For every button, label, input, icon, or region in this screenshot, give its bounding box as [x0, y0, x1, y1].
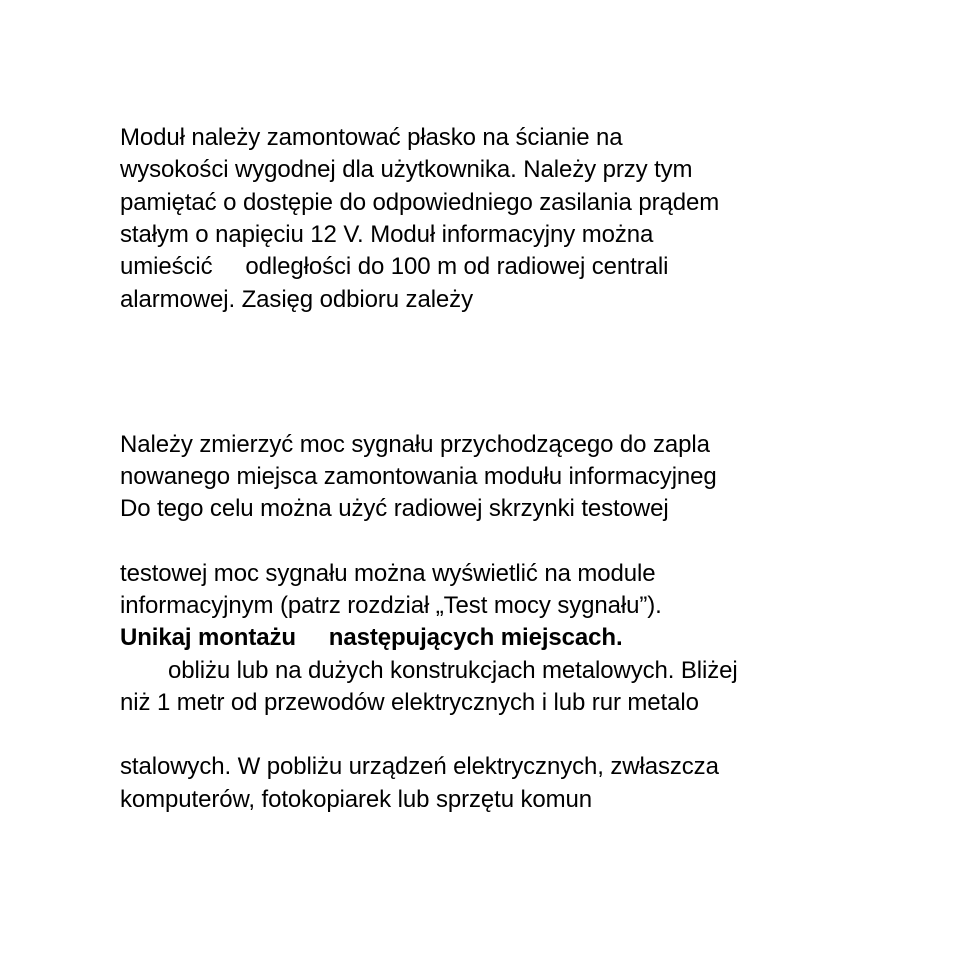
text-line: testowej moc sygnału można wyświetlić na module — [120, 560, 656, 587]
text-line: umieścić odległości do 100 m od radiowej centrali — [120, 253, 669, 280]
section-heading: Unikaj montażu następujących miejscach. — [120, 624, 623, 651]
text-line: Do tego celu można użyć radiowej skrzynki testowej — [120, 495, 669, 522]
text-line: Należy zmierzyć moc sygnału przychodzącego do zapla — [120, 431, 710, 458]
text-line: wysokości wygodnej dla użytkownika. Należy przy tym — [120, 156, 693, 183]
text-line: nowanego miejsca zamontowania modułu informacyjneg — [120, 463, 717, 490]
text-line: Moduł należy zamontować płasko na ścianie na — [120, 124, 623, 151]
text-line: komputerów, fotokopiarek lub sprzętu komun — [120, 786, 593, 813]
text-line: stałym o napięciu 12 V. Moduł informacyjny można — [120, 221, 654, 248]
text-line: pamiętać o dostępie do odpowiedniego zasilania prądem — [120, 189, 720, 216]
text-line: obliżu lub na dużych konstrukcjach metalowych. Bliżej — [168, 657, 738, 684]
text-line: niż 1 metr od przewodów elektrycznych i lub rur metalo — [120, 689, 699, 716]
text-line: stalowych. W pobliżu urządzeń elektrycznych, zwłaszcza — [120, 753, 719, 780]
text-line: informacyjnym (patrz rozdział „Test mocy sygnału”). — [120, 592, 662, 619]
text-line: alarmowej. Zasięg odbioru zależy — [120, 286, 473, 313]
